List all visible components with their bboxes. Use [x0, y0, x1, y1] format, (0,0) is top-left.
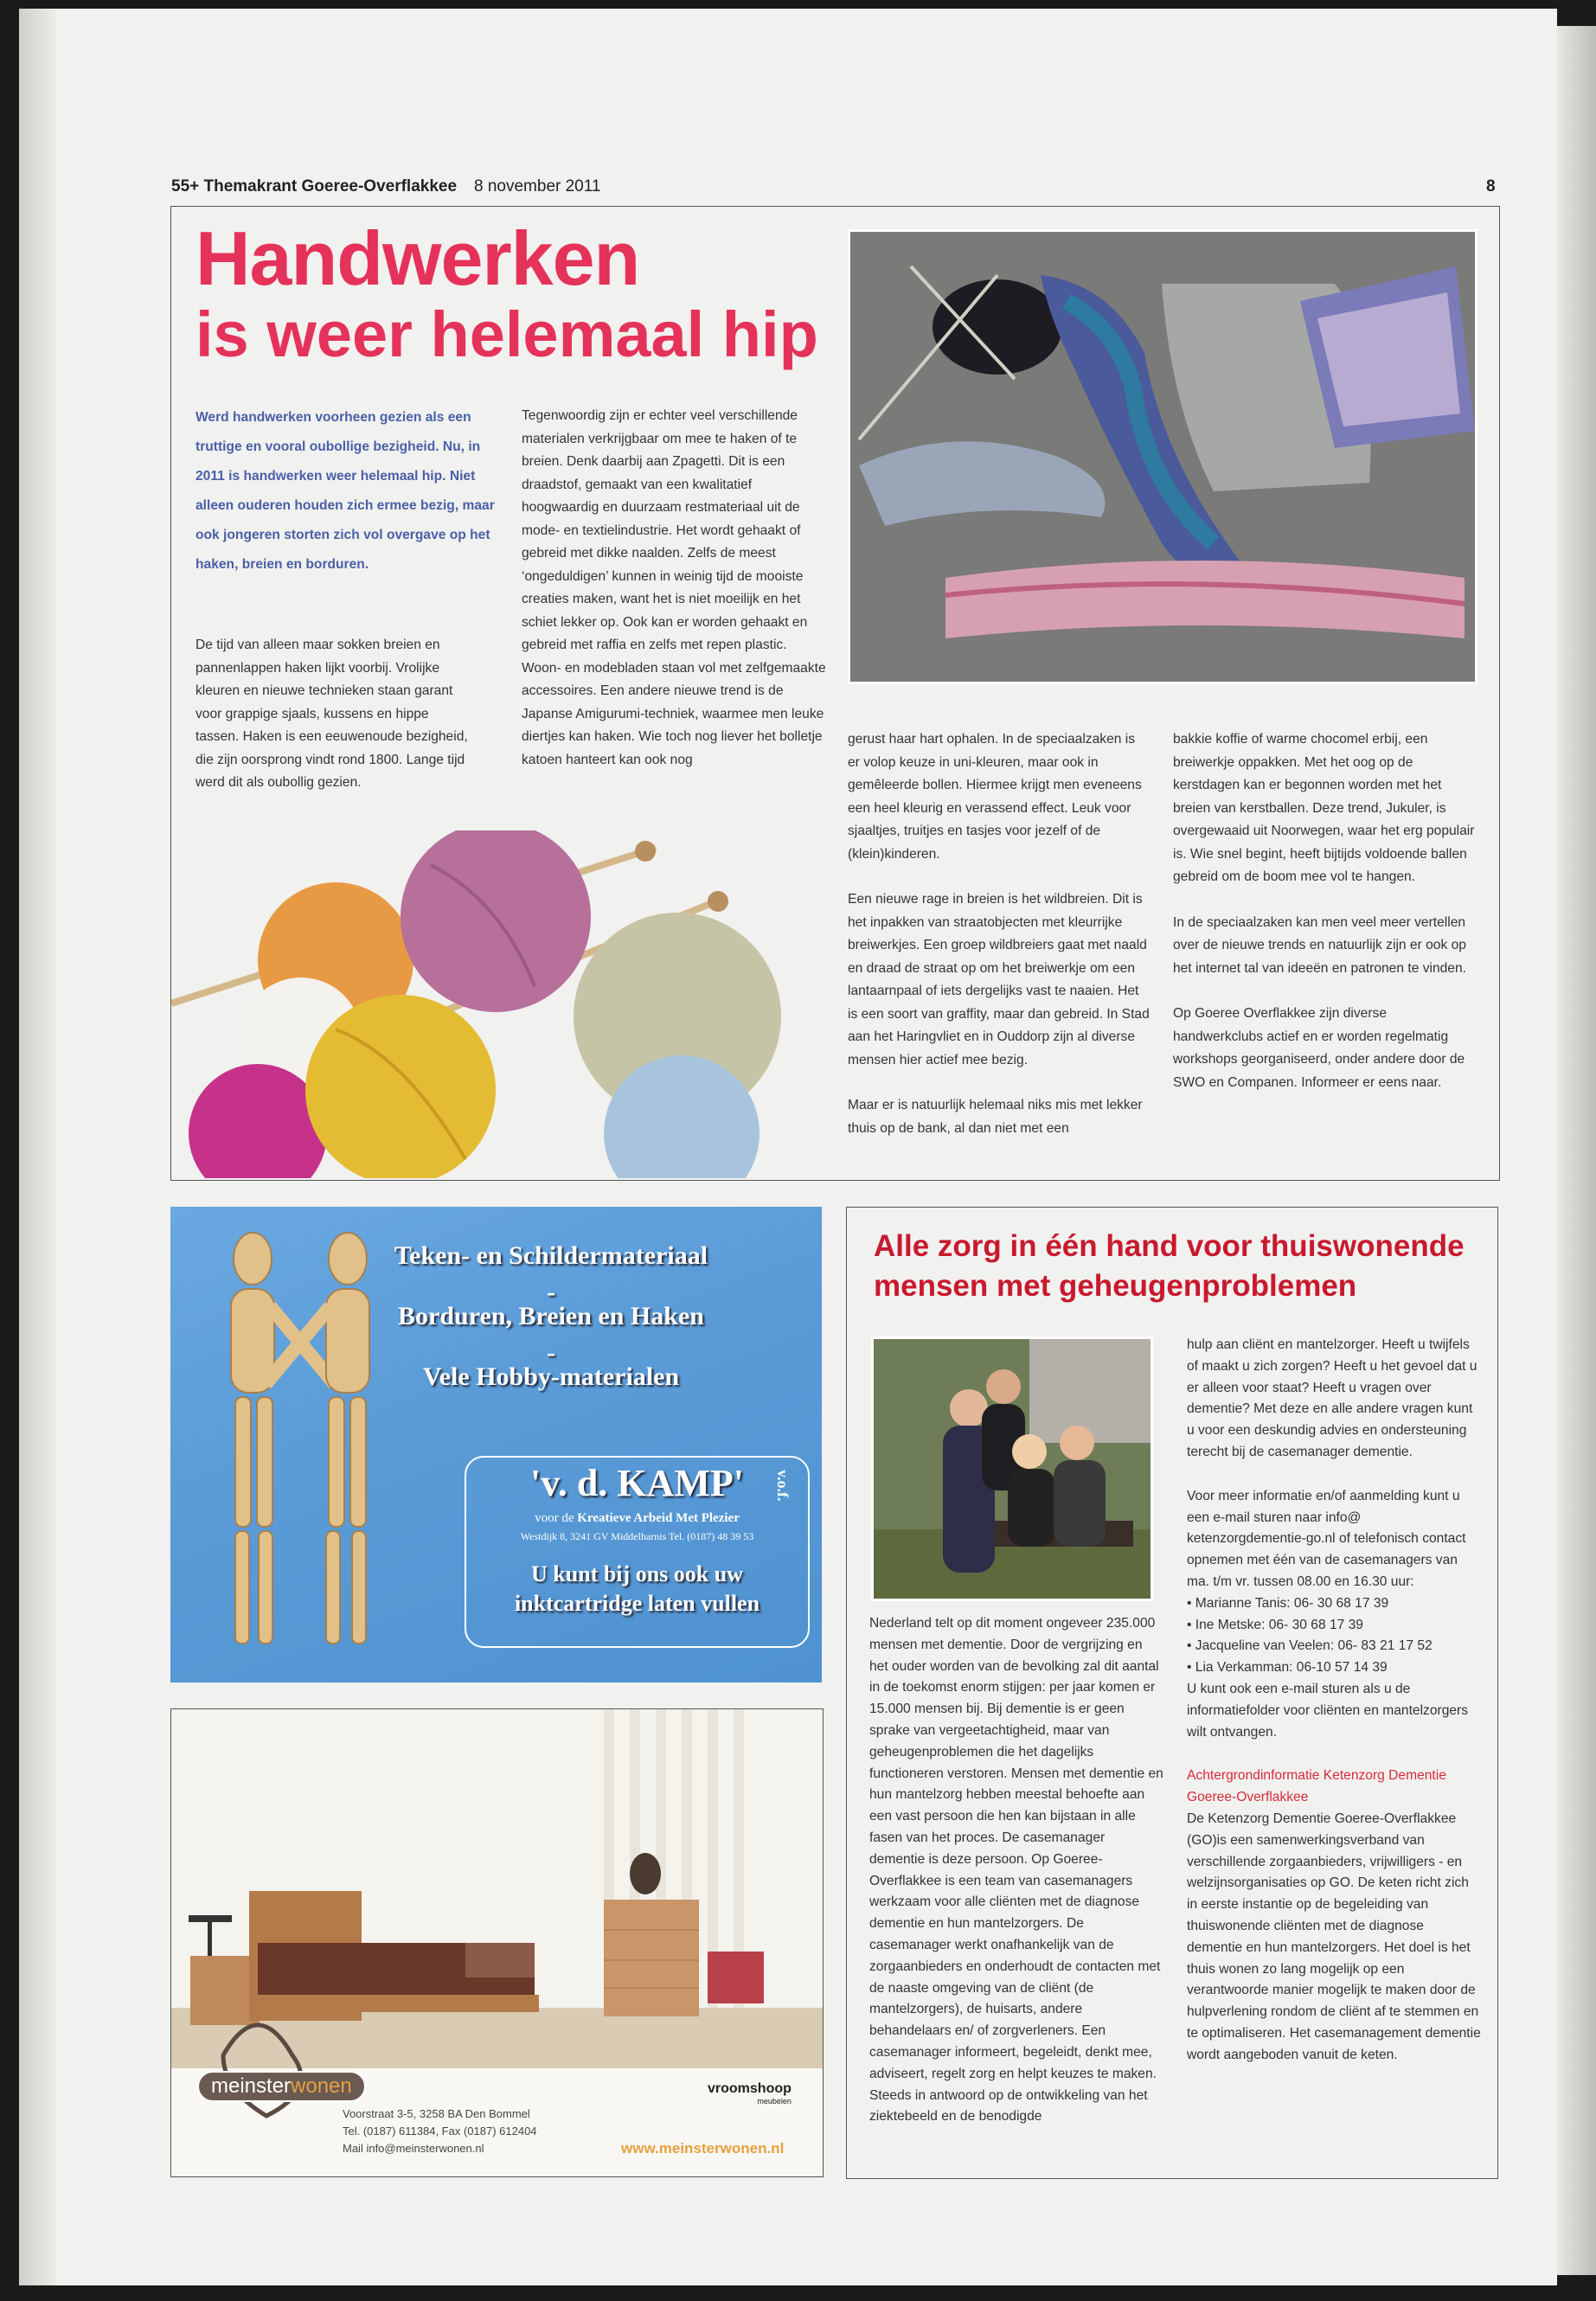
ad-address: Westdijk 8, 3241 GV Middelharnis Tel. (0187) 48 39 53	[520, 1530, 754, 1542]
article-column-1	[195, 634, 472, 795]
ad-meinster-wonen	[170, 1708, 824, 2177]
contact-item: • Ine Metske: 06- 30 68 17 39	[1187, 1617, 1363, 1632]
page-fold	[19, 9, 55, 2285]
subheading: Achtergrondinformatie Ketenzorg Dementie Goeree-Overflakkee	[1187, 1768, 1446, 1805]
ad-brand: 'v. d. KAMP'	[530, 1462, 744, 1504]
ad-line-1: Teken- en Schildermateriaal	[394, 1241, 708, 1270]
contact-item: • Jacqueline van Veelen: 06- 83 21 17 52	[1187, 1638, 1433, 1654]
publication-title: 55+ Themakrant Goeree-Overflakkee	[171, 177, 458, 195]
article-title-line1: Handwerken	[195, 215, 640, 301]
paragraph: Een nieuwe rage in breien is het wildbreien. Dit is het inpakken van straatobjecten met kleurrijke breiwerkjes. Een groep wildbreiers gaat met naald en draad de straat op om het breiwerkje om een lantaarnpaal of iets dergelijks vast te naaien. Het is een soort van graffity, maar dan gebreid. In Stad aan het Haringvliet en in Ouddorp zijn al diverse mensen hier actief mee bezig.	[848, 892, 1150, 1067]
contact-item: • Marianne Tanis: 06- 30 68 17 39	[1187, 1595, 1389, 1611]
paragraph: Voor meer informatie en/of aanmelding kunt u een e-mail sturen naar info@ ketenzorgdementie-go.nl of telefonisch contact opnemen met één van de casemanagers van ma. t/m vr. tussen 08.00 en 16.30 uur:	[1187, 1488, 1466, 1589]
knitwork-photo	[848, 229, 1477, 684]
contact-list	[1187, 1593, 1481, 1679]
ad-line-2: Borduren, Breien en Haken	[398, 1302, 704, 1330]
ad-vd-kamp	[170, 1207, 822, 1682]
article-intro: Werd handwerken voorheen gezien als een truttige en vooral oubollige bezigheid. Nu, in 2011 is handwerken weer helemaal hip. Niet alleen ouderen houden zich ermee bezig, maar ook jongeren storten zich vol overgave op het haken, breien en borduren.	[195, 410, 495, 572]
paragraph: bakkie koffie of warme chocomel erbij, een breiwerkje oppakken. Met het oog op de kerstdagen kan er begonnen worden met het breien van kerstballen. Deze trend, Jukuler, is overgewaaid uit Noorwegen, waar het erg populair is. Wie snel begint, heeft bijtijds voldoende ballen gebreid om de boom mee vol te hangen.	[1173, 732, 1475, 884]
paragraph: Tegenwoordig zijn er echter veel verschillende materialen verkrijgbaar om mee te haken of te breien. Denk daarbij aan Zpagetti. Dit is een draadstof, gemaakt van een kwalitatief hoogwaardig en duurzaam restmateriaal uit de mode- en textielindustrie. Het wordt gehaakt of gebreid met dikke naalden. Zelfs de meest ‘ongeduldigen’ kunnen in weinig tijd de mooiste creaties maken, want het is niet moeilijk en het schiet lekker op. Ook kan er worden gehaakt en gebreid met raffia en zelfs met repen plastic. Woon- en modebladen staan vol met zelfgemaakte accessoires. Een andere nieuwe trend is de Japanse Amigurumi-techniek, waarmee men leuke diertjes kan haken. Wie toch nog liever het bolletje katoen hanteert kan ook nog	[522, 408, 826, 767]
meinster-website[interactable]: www.meinsterwonen.nl	[621, 2140, 785, 2157]
ad-line-3: Vele Hobby-materialen	[422, 1362, 680, 1391]
yarn-balls-photo	[171, 830, 829, 1178]
paragraph: U kunt ook een e-mail sturen als u de informatiefolder voor cliënten en mantelzorgers wilt ontvangen.	[1187, 1681, 1469, 1740]
meinster-address: Voorstraat 3-5, 3258 BA Den Bommel	[343, 2107, 530, 2120]
article-column-2	[522, 405, 826, 772]
ad-kamp-frame	[465, 1456, 810, 1648]
contact-item: • Lia Verkamman: 06-10 57 14 39	[1187, 1660, 1388, 1676]
ad-dash: -	[547, 1278, 555, 1306]
ad-tagline: voor de Kreatieve Arbeid Met Plezier	[535, 1511, 740, 1525]
article-column-3	[848, 728, 1151, 1140]
paragraph: De tijd van alleen maar sokken breien en pannenlappen haken lijkt voorbij. Vrolijke kleuren en nieuwe technieken staan garant voor grappige sjaals, kussens en hippe tassen. Haken is een eeuwenoude bezigheid, die zijn oorsprong vindt rond 1800. Lange tijd werd dit als oubollig gezien.	[195, 638, 468, 790]
page-edge	[1557, 26, 1596, 2275]
article-column-4	[1173, 728, 1480, 1094]
issue-date: 8 november 2011	[474, 177, 601, 195]
article2-column-right	[1187, 1335, 1481, 2067]
ad-brand-suffix: v.o.f.	[774, 1470, 792, 1502]
paragraph: In de speciaalzaken kan men veel meer vertellen over de nieuwe trends en natuurlijk zijn er ook op het internet tal van ideeën en patronen te vinden.	[1173, 914, 1466, 976]
paragraph: Op Goeree Overflakkee zijn diverse handwerkclubs actief en er worden regelmatig workshops georganiseerd, onder andere door de SWO en Companen. Informeer er eens naar.	[1173, 1006, 1465, 1090]
paragraph: Maar er is natuurlijk helemaal niks mis met lekker thuis op de bank, al dan niet met een	[848, 1098, 1143, 1136]
paragraph: De Ketenzorg Dementie Goeree-Overflakkee (GO)is een samenwerkingsverband van verschillende zorgaanbieders, vrijwilligers - en welzijnsorganisaties op GO. De keten richt zich in eerste instantie op de begeleiding van thuiswonende cliënten met de diagnose dementie en hun mantelzorgers. Het doel is het thuis wonen zo lang mogelijk op een verantwoorde manier mogelijk te maken door de hulpverlening rondom de cliënt af te stemmen en te optimaliseren. Het casemanagement dementie wordt aangeboden vanuit de keten.	[1187, 1811, 1481, 2062]
women-group-photo	[871, 1336, 1153, 1601]
article2-column-left	[869, 1613, 1163, 2128]
meinster-mail: Mail info@meinsterwonen.nl	[343, 2142, 484, 2155]
article2-title: Alle zorg in één hand voor thuiswonende mensen met geheugenproblemen	[874, 1229, 1465, 1303]
meinster-logo: meinsterwonen	[197, 2071, 366, 2102]
page-number: 8	[1486, 177, 1496, 195]
article-title-line2: is weer helemaal hip	[195, 298, 818, 370]
paragraph: Nederland telt op dit moment ongeveer 235.000 mensen met dementie. Door de vergrijzing en het ouder worden van de bevolking zal dit aantal in de toekomst enorm stijgen: per jaar komen er 15.000 mensen bij. Bij dementie is er geen sprake van vergeetachtigheid, maar van geheugenproblemen die het dagelijks functioneren verstoren. Mensen met dementie en hun mantelzorg hebben meestal behoefte aan een vast persoon die hen kan bijstaan in alle fasen van het proces. De casemanager dementie is deze persoon. Op Goeree-Overflakkee is een team van casemanagers werkzaam voor alle cliënten met de diagnose dementie en hun mantelzorgers. De casemanager werkt onafhankelijk van de zorgaanbieders en onderhoudt de contacten met de naaste omgeving van de cliënt (de mantelzorgers), de huisarts, andere behandelaars en/ of zorgverleners. Een casemanager informeert, begeleidt, denkt mee, adviseert, regelt zorg en helpt keuzes te maken. Steeds in antwoord op de ontwikkeling van het ziektebeeld en de benodigde	[869, 1616, 1163, 2125]
ad-dash: -	[547, 1338, 555, 1367]
partner-logo: vroomshoop meubelen	[708, 2081, 792, 2106]
paragraph: gerust haar hart ophalen. In de speciaalzaken is er volop keuze in uni-kleuren, maar ook in gemêleerde bollen. Hiermee krijgt men eveneens een heel kleurig en verassend effect. Leuk voor sjaaltjes, truitjes en tasjes voor jezelf of de (klein)kinderen.	[848, 732, 1142, 862]
meinster-contact	[343, 2106, 537, 2157]
paragraph: hulp aan cliënt en mantelzorger. Heeft u twijfels of maakt u zich zorgen? Heeft u het gevoel dat u er alleen voor staat? Heeft u vragen over dementie? Met deze en alle andere vragen kunt u voor een deskundig advies en ondersteuning terecht bij de casemanager dementie.	[1187, 1337, 1477, 1459]
meinster-phone: Tel. (0187) 611384, Fax (0187) 612404	[343, 2125, 537, 2138]
ad-cta: U kunt bij ons ook uw inktcartridge laten vullen	[514, 1561, 760, 1616]
